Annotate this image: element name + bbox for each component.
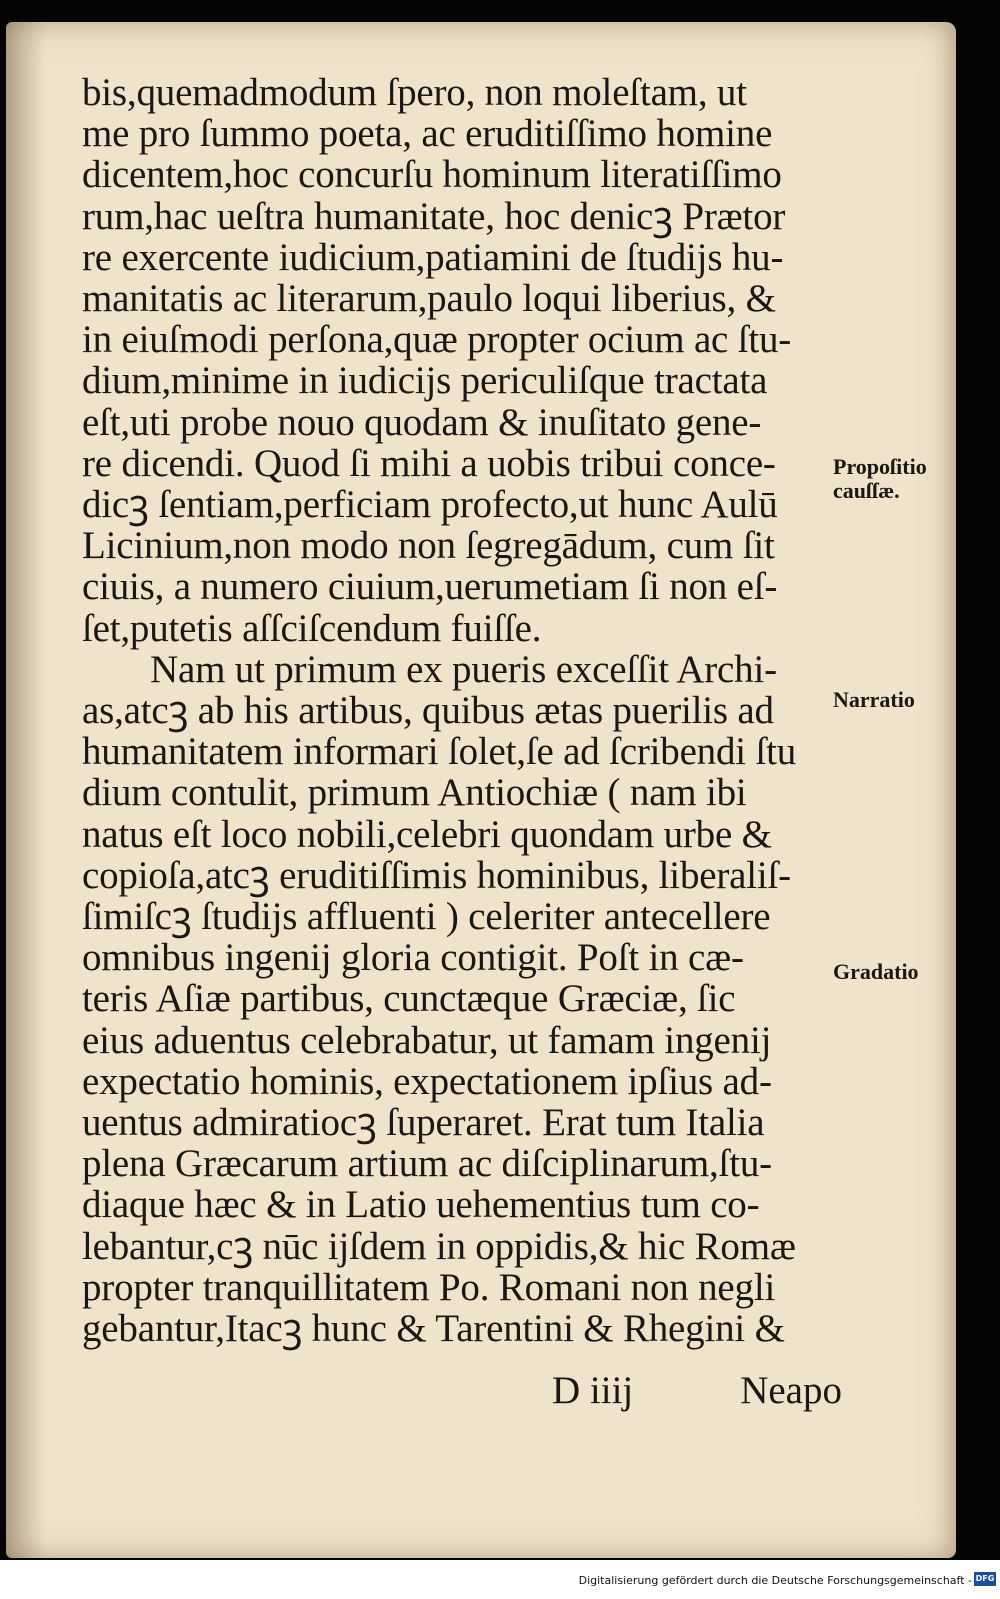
page-footer <box>82 1368 842 1412</box>
funding-credit: Digitalisierung gefördert durch die Deutsche Forschungsgemeinschaft - <box>578 1574 972 1587</box>
text-line: dium,minime in iudicijs periculiſque tractata <box>82 359 768 403</box>
body-text <box>82 72 842 1349</box>
text-line: dicꝫ ſentiam,perficiam profecto,ut hunc Aulū <box>82 483 778 527</box>
margin-note-line: Propoſitio <box>833 455 927 479</box>
credit-bar <box>0 1560 1000 1599</box>
text-line: gebantur,Itacꝫ hunc & Tarentini & Rhegini & <box>82 1307 785 1351</box>
signature-mark: D iiij <box>552 1369 634 1412</box>
text-line: ſet,putetis aſſciſcendum fuiſſe. <box>82 606 542 650</box>
text-line: copioſa,atcꝫ eruditiſſimis hominibus, liberaliſ- <box>82 853 791 897</box>
text-line: bis,quemadmodum ſpero, non moleſtam, ut <box>82 71 747 114</box>
text-line: dium contulit, primum Antiochiæ ( nam ibi <box>82 771 747 815</box>
text-line: re dicendi. Quod ſi mihi a uobis tribui conce- <box>82 441 776 485</box>
text-line: expectatio hominis, expectationem ipſius ad- <box>82 1059 772 1103</box>
text-line: plena Græcarum artium ac diſciplinarum,ſtu- <box>82 1142 772 1186</box>
text-line: humanitatem informari ſolet,ſe ad ſcribendi ſtu <box>82 730 797 774</box>
dfg-logo: DFG <box>974 1572 996 1586</box>
text-line: natus eſt loco nobili,celebri quondam urbe & <box>82 812 772 856</box>
text-line: ſimiſcꝫ ſtudijs affluenti ) celeriter antecellere <box>82 895 771 939</box>
margin-note-gradatio: Gradatio <box>833 960 919 984</box>
text-line: diaque hæc & in Latio uehementius tum co- <box>82 1183 760 1227</box>
margin-note-line: cauſſæ. <box>833 478 900 503</box>
text-line: as,atcꝫ ab his artibus, quibus ætas puerilis ad <box>82 689 774 733</box>
text-line: Licinium,non modo non ſegregādum, cum ſit <box>82 524 775 568</box>
text-line: propter tranquillitatem Po. Romani non negli <box>82 1265 776 1309</box>
text-line: eſt,uti probe nouo quodam & inuſitato gene- <box>82 400 762 444</box>
text-line: teris Aſiæ partibus, cunctæque Græciæ, ſic <box>82 977 736 1021</box>
text-line-paragraph-start: Nam ut primum ex pueris exceſſit Archi- <box>150 647 777 691</box>
text-line: me pro ſummo poeta, ac eruditiſſimo homine <box>82 112 773 156</box>
text-line: eius aduentus celebrabatur, ut famam ingenij <box>82 1018 772 1062</box>
gutter-shadow <box>6 22 46 1558</box>
text-line: uentus admiratiocꝫ ſuperaret. Erat tum Italia <box>82 1101 765 1145</box>
text-line: re exercente iudicium,patiamini de ſtudijs hu- <box>82 235 784 279</box>
catchword: Neapo <box>740 1369 842 1412</box>
text-line: ciuis, a numero ciuium,uerumetiam ſi non eſ- <box>82 565 778 609</box>
margin-note-propositio <box>833 455 956 503</box>
text-line: omnibus ingenij gloria contigit. Poſt in cæ- <box>82 936 744 980</box>
margin-note-narratio: Narratio <box>833 688 915 712</box>
text-line: rum,hac ueſtra humanitate, hoc denicꝫ Prætor <box>82 194 786 238</box>
text-line: manitatis ac literarum,paulo loqui liberius, & <box>82 277 776 321</box>
text-line: in eiuſmodi perſona,quæ propter ocium ac ſtu- <box>82 318 792 362</box>
text-line: lebantur,cꝫ nūc ijſdem in oppidis,& hic Romæ <box>82 1224 796 1268</box>
text-line: dicentem,hoc concurſu hominum literatiſſimo <box>82 153 782 197</box>
